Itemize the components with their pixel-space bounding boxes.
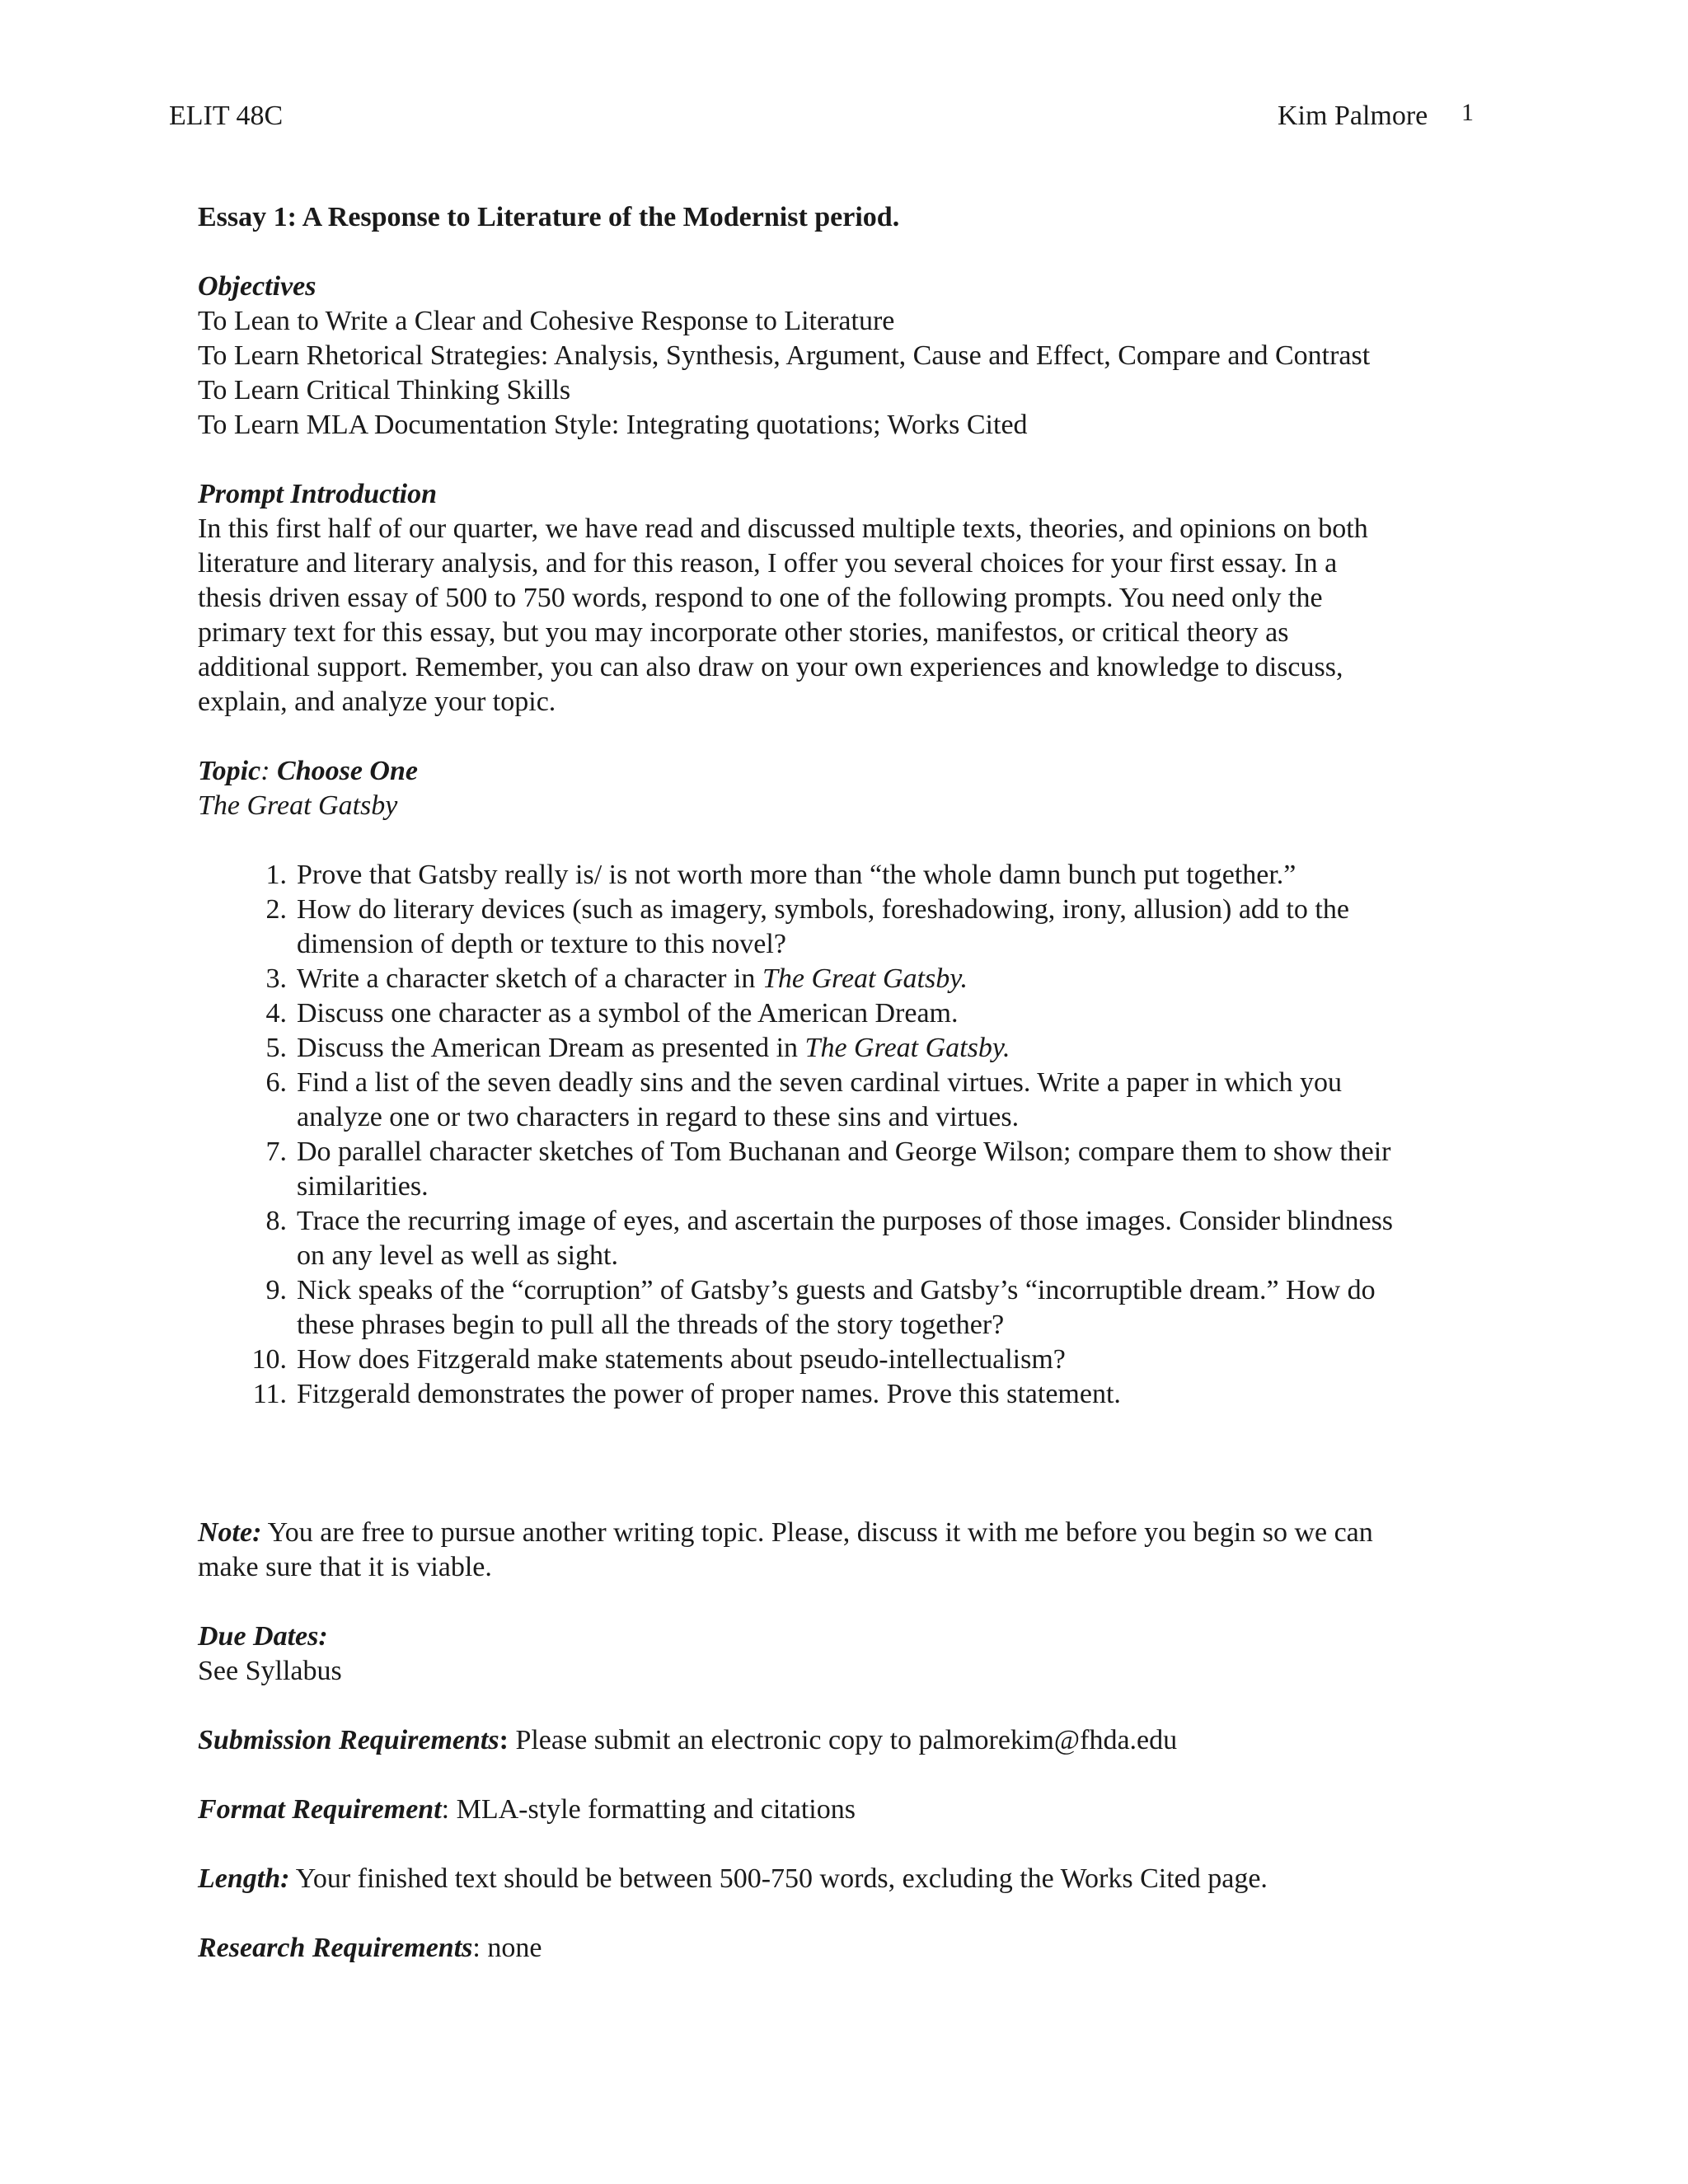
- format-label: Format Requirement: [198, 1794, 442, 1825]
- author-name: Kim Palmore: [1278, 101, 1428, 131]
- prompt-intro-line: In this first half of our quarter, we have read and discussed multiple texts, theories, and opinions on both: [198, 513, 1368, 544]
- list-item-text: Find a list of the seven deadly sins and the seven cardinal virtues. Write a paper in which you: [297, 1067, 1342, 1098]
- page-number: 1: [1461, 99, 1474, 126]
- list-item-text: Nick speaks of the “corruption” of Gatsby’s guests and Gatsby’s “incorruptible dream.” How do: [297, 1275, 1376, 1305]
- due-dates-section: [198, 1619, 1484, 1689]
- book-title-inline: The Great Gatsby.: [804, 1033, 1010, 1063]
- list-number: 8.: [265, 1206, 287, 1236]
- list-item-text-part: Write a character sketch of a character in: [297, 963, 762, 994]
- length-requirement: [198, 1862, 1484, 1896]
- prompt-intro-line: explain, and analyze your topic.: [198, 687, 556, 717]
- objectives-section: [198, 269, 1484, 443]
- list-item: [247, 962, 1488, 996]
- submission-requirements: [198, 1723, 1484, 1758]
- length-label: Length:: [198, 1863, 290, 1894]
- topic-section: [198, 754, 1484, 1412]
- list-item: [247, 1135, 1488, 1204]
- list-item: [247, 1377, 1488, 1412]
- format-requirement: [198, 1793, 1484, 1827]
- list-item-text: these phrases begin to pull all the threads of the story together?: [297, 1310, 1005, 1340]
- topic-heading-choose: Choose One: [270, 756, 418, 786]
- note-text: make sure that it is viable.: [198, 1552, 492, 1582]
- list-number: 11.: [252, 1379, 287, 1409]
- topic-heading-label: Topic: [198, 756, 261, 786]
- list-item-text: similarities.: [297, 1171, 429, 1202]
- research-label: Research Requirements: [198, 1933, 473, 1963]
- list-item-text: [297, 962, 1488, 996]
- submission-colon: :: [499, 1725, 509, 1755]
- prompt-intro-line: primary text for this essay, but you may incorporate other stories, manifestos, or critical theory as: [198, 617, 1289, 648]
- list-item-text: How does Fitzgerald make statements about pseudo-intellectualism?: [297, 1344, 1066, 1375]
- list-item: [247, 858, 1488, 893]
- list-item: [247, 996, 1488, 1031]
- list-item-text: Discuss one character as a symbol of the American Dream.: [297, 998, 959, 1029]
- prompt-intro-line: thesis driven essay of 500 to 750 words, respond to one of the following prompts. You need only the: [198, 583, 1323, 613]
- note-label: Note:: [198, 1517, 262, 1548]
- list-item-text: How do literary devices (such as imagery, symbols, foreshadowing, irony, allusion) add to the: [297, 894, 1349, 925]
- objective-item: To Learn Rhetorical Strategies: Analysis, Synthesis, Argument, Cause and Effect, Compare and Contrast: [198, 340, 1371, 371]
- list-number: 4.: [265, 998, 287, 1029]
- list-item: [247, 1031, 1488, 1066]
- due-dates-label: Due Dates:: [198, 1621, 328, 1652]
- list-item-text: [297, 1031, 1488, 1066]
- list-number: 2.: [265, 894, 287, 925]
- list-item: [247, 1343, 1488, 1377]
- list-item: [247, 1204, 1488, 1273]
- prompt-intro-line: literature and literary analysis, and for this reason, I offer you several choices for your first essay. In a: [198, 548, 1338, 579]
- length-value: Your finished text should be between 500-750 words, excluding the Works Cited page.: [289, 1863, 1268, 1894]
- due-dates-value: See Syllabus: [198, 1656, 342, 1686]
- list-item-text: dimension of depth or texture to this novel?: [297, 929, 786, 959]
- book-title-inline: The Great Gatsby.: [762, 963, 968, 994]
- list-number: 7.: [265, 1137, 287, 1167]
- objectives-list: [198, 304, 1484, 443]
- objectives-heading: Objectives: [198, 271, 316, 302]
- note-text: You are free to pursue another writing topic. Please, discuss it with me before you begin so we can: [261, 1517, 1373, 1548]
- list-item-text: Prove that Gatsby really is/ is not worth more than “the whole damn bunch put together.”: [297, 860, 1296, 890]
- submission-value: Please submit an electronic copy to palmorekim@fhda.edu: [508, 1725, 1178, 1755]
- prompt-intro-line: additional support. Remember, you can also draw on your own experiences and knowledge to discuss,: [198, 652, 1343, 682]
- essay-title: Essay 1: A Response to Literature of the Modernist period.: [198, 202, 900, 232]
- list-number: 10.: [251, 1344, 287, 1375]
- submission-label: Submission Requirements: [198, 1725, 499, 1755]
- format-value: : MLA-style formatting and citations: [441, 1794, 856, 1825]
- prompt-intro-heading: Prompt Introduction: [198, 479, 438, 509]
- list-number: 9.: [265, 1275, 287, 1305]
- list-item-text-part: Discuss the American Dream as presented in: [297, 1033, 805, 1063]
- list-number: 6.: [265, 1067, 287, 1098]
- list-number: 5.: [265, 1033, 287, 1063]
- topic-heading: [198, 754, 1484, 789]
- topic-list: [247, 858, 1488, 1412]
- objective-item: To Learn MLA Documentation Style: Integrating quotations; Works Cited: [198, 410, 1028, 440]
- list-item-text: Do parallel character sketches of Tom Buchanan and George Wilson; compare them to show their: [297, 1137, 1391, 1167]
- book-title: The Great Gatsby: [198, 790, 398, 821]
- page-header: [169, 99, 1474, 140]
- prompt-intro-text: [198, 512, 1484, 719]
- objective-item: To Learn Critical Thinking Skills: [198, 375, 571, 405]
- research-value: : none: [472, 1933, 542, 1963]
- document-body: [198, 200, 1484, 1966]
- list-item: [247, 1273, 1488, 1343]
- list-item-text: Fitzgerald demonstrates the power of proper names. Prove this statement.: [297, 1379, 1121, 1409]
- list-item: [247, 1066, 1488, 1135]
- list-item-text: Trace the recurring image of eyes, and ascertain the purposes of those images. Consider blindness: [297, 1206, 1394, 1236]
- topic-heading-colon: :: [260, 756, 270, 786]
- list-number: 1.: [265, 860, 287, 890]
- prompt-intro-section: [198, 477, 1484, 719]
- list-item-text: analyze one or two characters in regard to these sins and virtues.: [297, 1102, 1020, 1132]
- list-item: [247, 893, 1488, 962]
- note-section: [198, 1516, 1484, 1585]
- objective-item: To Lean to Write a Clear and Cohesive Response to Literature: [198, 306, 895, 336]
- list-number: 3.: [265, 963, 287, 994]
- list-item-text: on any level as well as sight.: [297, 1240, 618, 1271]
- research-requirement: [198, 1931, 1484, 1966]
- course-code: ELIT 48C: [169, 101, 284, 131]
